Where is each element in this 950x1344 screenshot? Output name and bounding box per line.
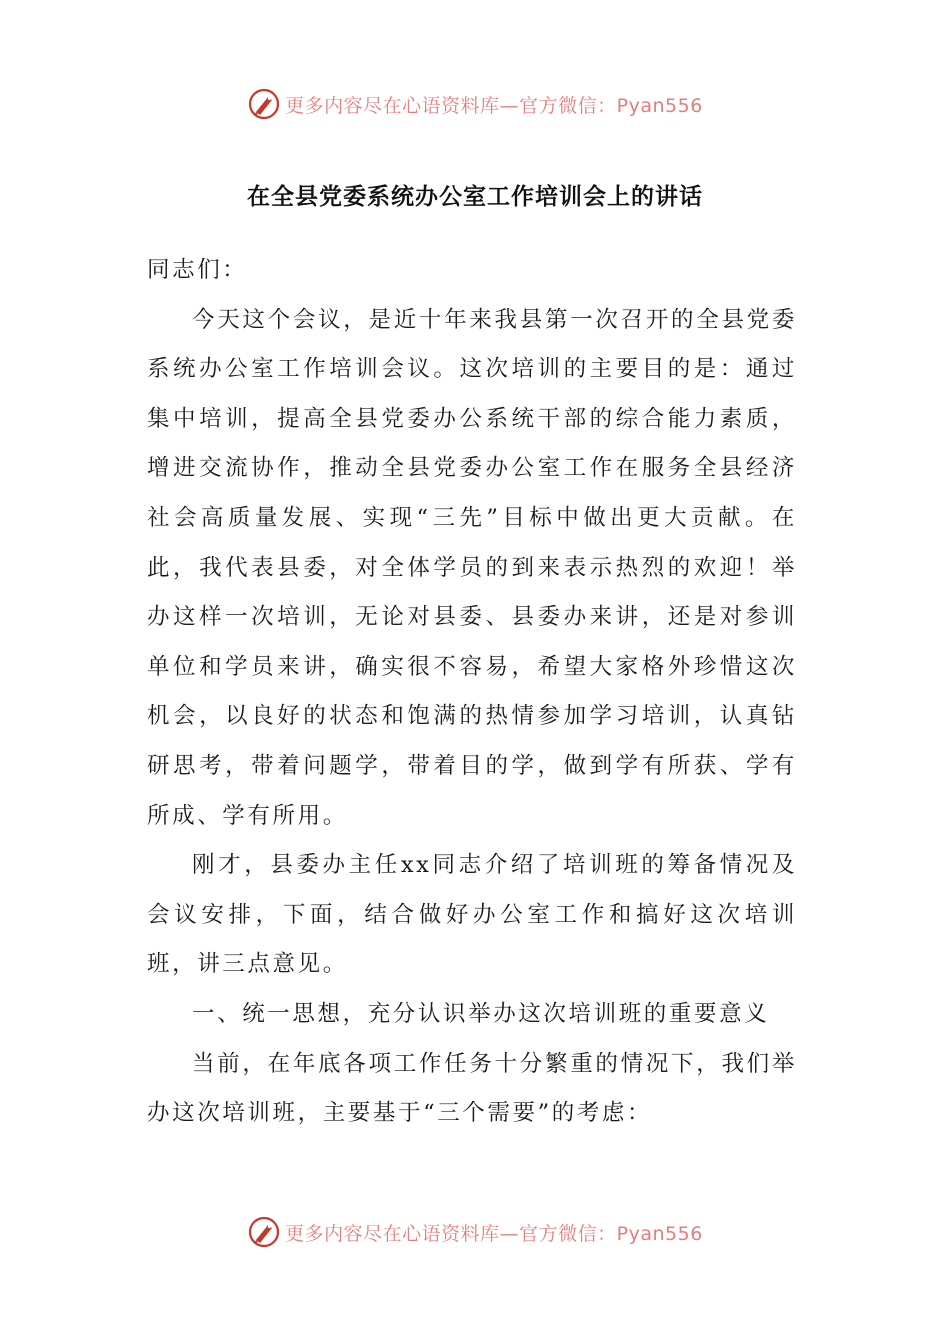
section-heading-1: 一、统一思想，充分认识举办这次培训班的重要意义	[192, 1000, 770, 1027]
pen-nib-logo-icon	[247, 1215, 281, 1249]
watermark-header	[0, 84, 950, 124]
watermark-footer	[0, 1212, 950, 1252]
watermark-footer-inner	[247, 1215, 703, 1249]
watermark-text: 更多内容尽在心语资料库—官方微信：Pyan556	[285, 94, 703, 117]
paragraph-2: 刚才，县委办主任xx同志介绍了培训班的筹备情况及会议安排，下面，结合做好办公室工作和搞好这次培训班，讲三点意见。	[147, 852, 797, 978]
watermark-header-inner	[247, 87, 703, 121]
pen-nib-logo-icon	[247, 87, 281, 121]
document-title: 在全县党委系统办公室工作培训会上的讲话	[247, 184, 703, 210]
document-body	[147, 246, 797, 1139]
salutation: 同志们：	[147, 257, 248, 283]
paragraph-3: 当前，在年底各项工作任务十分繁重的情况下，我们举办这次培训班，主要基于“三个需要”的考虑：	[147, 1050, 797, 1127]
watermark-text: 更多内容尽在心语资料库—官方微信：Pyan556	[285, 1222, 703, 1245]
paragraph-1: 今天这个会议，是近十年来我县第一次召开的全县党委系统办公室工作培训会议。这次培训的主要目的是：通过集中培训，提高全县党委办公系统干部的综合能力素质，增进交流协作，推动全县党委办公室工作在服务全县经济社会高质量发展、实现“三先”目标中做出更大贡献。在此，我代表县委，对全体学员的到来表示热烈的欢迎！举办这样一次培训，无论对县委、县委办来讲，还是对参训单位和学员来讲，确实很不容易，希望大家格外珍惜这次机会，以良好的状态和饱满的热情参加学习培训，认真钻研思考，带着问题学，带着目的学，做到学有所获、学有所成、学有所用。	[147, 306, 797, 829]
